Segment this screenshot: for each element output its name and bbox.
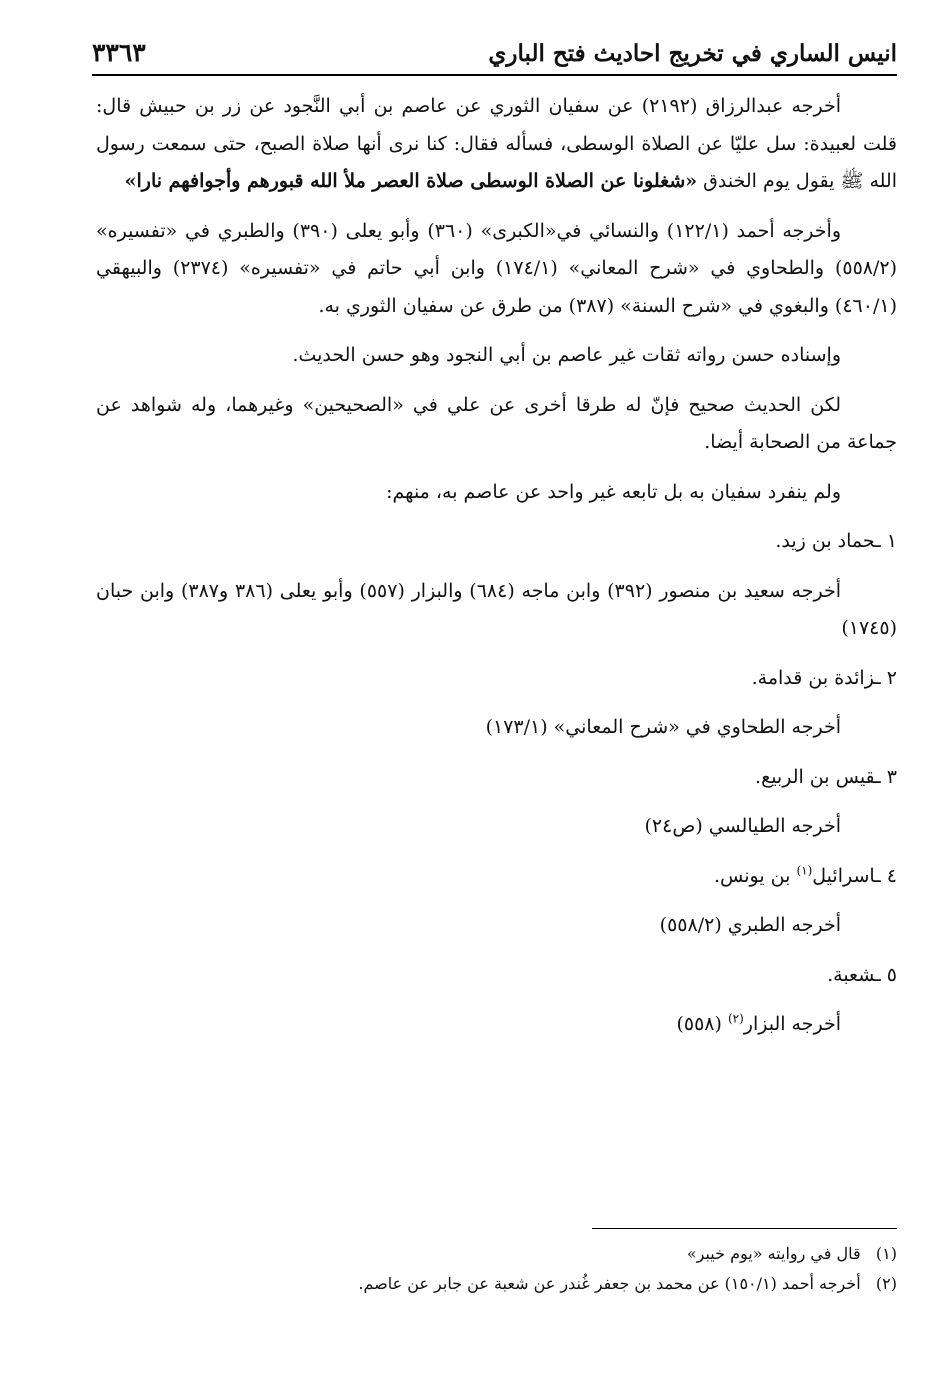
footnote-text: أخرجه أحمد (١٥٠/١) عن محمد بن جعفر غُندر عن شعبة عن جابر عن عاصم. [358,1274,861,1293]
footnote-number: (٢) [875,1274,897,1293]
running-header [92,36,897,72]
paragraph-text: أخرجه عبدالرزاق (٢١٩٢) عن سفيان الثوري عن عاصم بن أبي النَّجود عن زر بن حبيش قال: قلت لعبيدة: سل عليّا عن الصلاة الوسطى، فسأله فقال: كنا نرى أنها صلاة الصبح، حتى سمعت رسول الله ﷺ يقول يوم الخندق [96,95,897,192]
list-item-1 [96,523,897,561]
paragraph-ahmad: وأخرجه أحمد (١٢٢/١) والنسائي في«الكبرى» (٣٦٠) وأبو يعلى (٣٩٠) والطبري في «تفسيره» (٥٥٨/٢) والطحاوي في «شرح المعاني» (١٧٤/١) وابن أبي حاتم في «تفسيره» (٢٣٧٤) والبيهقي (٤٦٠/١) والبغوي في «شرح السنة» (٣٨٧) من طرق عن سفيان الثوري به. [96,219,898,317]
footnote-divider [592,1228,897,1229]
hadith-quote: «شغلونا عن الصلاة الوسطى صلاة العصر ملأ الله قبورهم وأجوافهم نارا» [124,170,698,192]
source-text-rest: (٥٥٨) [676,1013,728,1035]
list-item-3 [96,759,897,797]
item-number: ٥ ـ [875,963,897,986]
paragraph-isnad: وإسناده حسن رواته ثقات غير عاصم بن أبي النجود وهو حسن الحديث. [292,344,841,366]
item-number: ٢ ـ [875,666,897,689]
list-item-4 [96,858,897,896]
item-1-source: أخرجه سعيد بن منصور (٣٩٢) وابن ماجه (٦٨٤) والبزار (٥٥٧) وأبو يعلى (٣٨٦ و٣٨٧) وابن حبان (١٧٤٥) [96,579,897,639]
item-number: ٣ ـ [875,765,897,788]
narrator-name: اسرائيل [812,864,876,887]
narrator-name: حماد بن زيد. [775,530,876,552]
list-item-2 [96,660,897,698]
main-text [96,88,897,1044]
paragraph-abdurrazzaq [96,88,897,201]
item-2-source: أخرجه الطحاوي في «شرح المعاني» (١٧٣/١) [485,716,841,738]
item-number: ١ ـ [875,530,897,552]
item-5-source [96,1006,897,1044]
page-number: ٣٣٦٣ [92,38,146,67]
book-title: انيس الساري في تخريج احاديث فتح الباري [488,40,897,67]
item-4-source: أخرجه الطبري (٥٥٨/٢) [659,914,841,936]
footnote-ref-1[interactable]: (١) [796,863,813,878]
footnote-number: (١) [875,1244,897,1263]
footnote-text: قال في روايته «يوم خيبر» [686,1244,861,1263]
list-item-5 [96,957,897,995]
narrator-name-rest: بن يونس. [713,864,797,887]
narrator-name: شعبة. [827,963,876,986]
footnote-2 [110,1270,897,1298]
narrator-name: زائدة بن قدامة. [751,666,876,689]
paragraph-mutabaat: ولم ينفرد سفيان به بل تابعه غير واحد عن عاصم به، منهم: [386,480,841,503]
header-divider [92,74,897,76]
footnote-ref-2[interactable]: (٢) [727,1011,744,1026]
footnote-1 [110,1240,897,1268]
paragraph-sahih: لكن الحديث صحيح فإنّ له طرقا أخرى عن علي في «الصحيحين» وغيرهما، وله شواهد عن جماعة من الصحابة أيضا. [96,393,897,453]
item-number: ٤ ـ [875,864,897,887]
narrator-name: قيس بن الربيع. [755,765,876,788]
item-3-source: أخرجه الطيالسي (ص٢٤) [644,815,841,837]
source-text: أخرجه البزار [743,1013,841,1035]
